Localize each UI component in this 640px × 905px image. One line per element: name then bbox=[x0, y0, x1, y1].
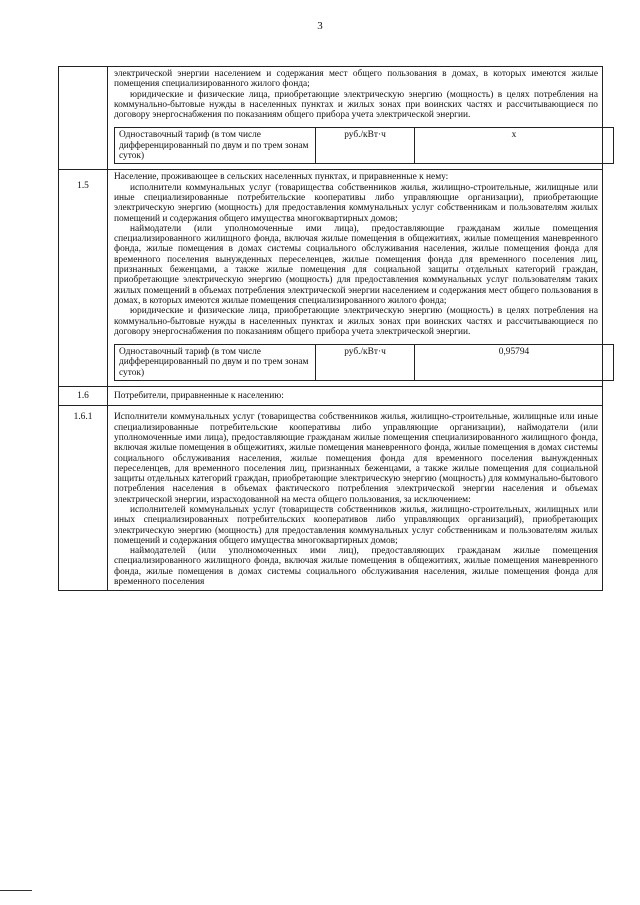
tariff-value: x bbox=[415, 128, 614, 164]
row-heading: Потребители, приравненные к населению: bbox=[114, 391, 284, 402]
table-row-1-5 bbox=[59, 170, 603, 387]
row-content-cell bbox=[108, 67, 603, 170]
row-heading: Население, проживающее в сельских населенных пунктах, и приравненные к нему: bbox=[114, 172, 449, 183]
row-number-cell bbox=[59, 67, 108, 170]
paragraph: наймодателей (или уполномоченных ими лиц), предоставляющих гражданам жилые помещения специализированного жилищного фонда, включая жилые помещения в общежитиях, жилые помещения маневренного фонда, жилые помещения в домах системы социального обслуживания населения, жилые помещения фонда для временного поселения bbox=[114, 546, 598, 588]
row-content-cell bbox=[108, 170, 603, 387]
tariff-subtable bbox=[114, 344, 614, 381]
table-row-1-6 bbox=[59, 387, 603, 406]
row-content-cell bbox=[108, 406, 603, 591]
paragraph: юридические и физические лица, приобретающие электрическую энергию (мощность) в целях потребления на коммунально-бытовые нужды в населенных пунктах и жилых зонах при воинских частях и рассчитывающиеся по договору энергоснабжения по показаниям общего прибора учета электрической энергии. bbox=[114, 89, 598, 121]
row-number: 1.5 bbox=[59, 170, 108, 387]
tariff-value: 0,95794 bbox=[415, 345, 614, 381]
tariff-subtable bbox=[114, 127, 614, 164]
footer-rule bbox=[0, 890, 32, 891]
row-number: 1.6.1 bbox=[59, 406, 108, 591]
paragraph: исполнителей коммунальных услуг (товариществ собственников жилья, жилищно-строительных, жилищных или иных специализированных потребительских кооперативов либо управляющих организаций), приобретающих электрическую энергию (мощность) для предоставления коммунальных услуг собственникам и пользователям жилых помещений и содержания общего имущества многоквартирных домов; bbox=[114, 504, 598, 546]
tariff-unit: руб./кВт·ч bbox=[316, 345, 415, 381]
row-number: 1.6 bbox=[59, 387, 108, 406]
paragraph: Исполнители коммунальных услуг (товарищества собственников жилья, жилищно-строительные, жилищные или иные специализированные потребительские кооперативы либо управляющие организации), наймодатели (или уполномоченные ими лица), предоставляющие гражданам жилые помещения специализированного жилищного фонда, включая жилые помещения в общежитиях, жилые помещения маневренного фонда, жилые помещения в домах системы социального обслуживания населения, жилые помещения фонда для временного поселения вынужденных переселенцев, для временного поселения лиц, признанных беженцами, а также жилые помещения для социальной защиты отдельных категорий граждан, приобретающие электрическую энергию (мощность) для коммунально-бытового потребления населения в объемах фактического потребления электрической энергии населения и объемах электрической энергии, израсходованной на места общего пользования, за исключением: bbox=[114, 412, 598, 505]
paragraph: наймодатели (или уполномоченные ими лица), предоставляющие гражданам жилые помещения специализированного жилищного фонда, включая жилые помещения в общежитиях, жилые помещения маневренного фонда, жилые помещения в домах системы социального обслуживания населения, жилые помещения фонда для временного поселения вынужденных переселенцев, жилые помещения фонда для временного поселения лиц, признанных беженцами, а также жилые помещения для социальной защиты отдельных категорий граждан, приобретающие электрическую энергию (мощность) для предоставления коммунальных услуг пользователям таких жилых помещений в объемах потребления электрической энергии населением и содержания мест общего пользования в домах, в которых имеются жилые помещения специализированного жилого фонда; bbox=[114, 223, 598, 306]
table-row-continuation bbox=[59, 67, 603, 170]
paragraph: юридические и физические лица, приобретающие электрическую энергию (мощность) в целях потребления на коммунально-бытовые нужды в населенных пунктах и жилых зонах при воинских частях и рассчитывающиеся по договору энергоснабжения по показаниям общего прибора учета электрической энергии. bbox=[114, 306, 598, 337]
tariff-table bbox=[58, 66, 603, 591]
tariff-label: Одноставочный тариф (в том числе дифференцированный по двум и по трем зонам суток) bbox=[115, 345, 316, 381]
paragraph: электрической энергии населением и содержания мест общего пользования в домах, в которых имеются жилые помещения специализированного жилого фонда; bbox=[114, 69, 598, 90]
page-number: 3 bbox=[317, 20, 323, 32]
tariff-label: Одноставочный тариф (в том числе дифференцированный по двум и по трем зонам суток) bbox=[115, 128, 316, 164]
paragraph: исполнители коммунальных услуг (товарищества собственников жилья, жилищно-строительные, жилищные или иные специализированные потребительские кооперативы либо управляющие организации), приобретающие электрическую энергию (мощность) для предоставления коммунальных услуг собственникам и пользователям жилых помещений и содержания общего имущества многоквартирных домов; bbox=[114, 182, 598, 224]
tariff-unit: руб./кВт·ч bbox=[316, 128, 415, 164]
row-content-cell bbox=[108, 387, 603, 406]
table-row-1-6-1 bbox=[59, 406, 603, 591]
